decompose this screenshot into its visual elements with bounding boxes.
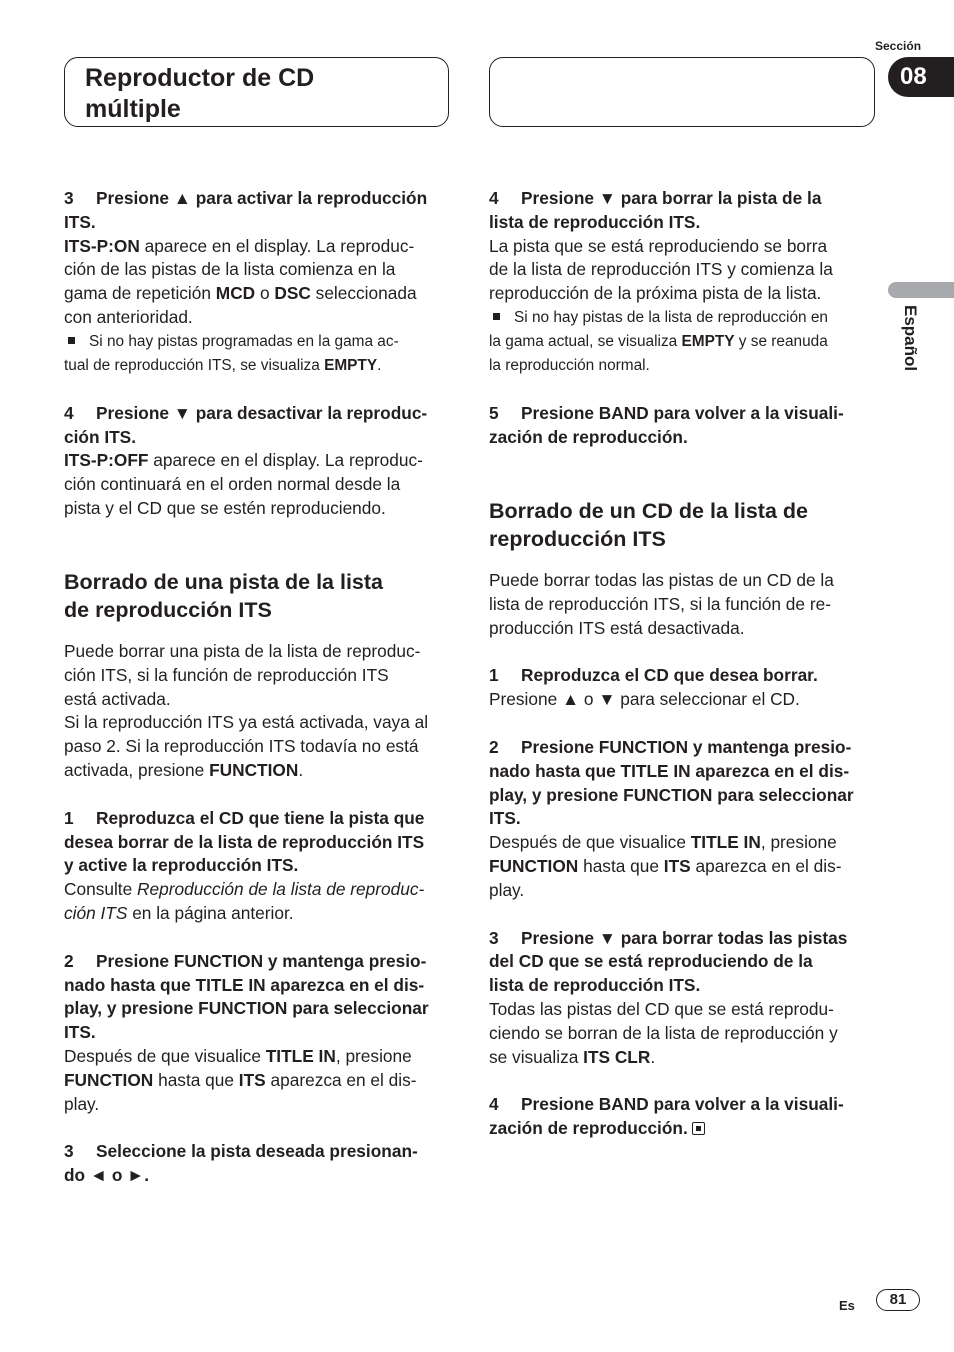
- step-number: 4: [64, 402, 74, 423]
- display-text: ITS: [663, 855, 691, 876]
- body-span: Consulte: [64, 879, 138, 900]
- cross-reference: ción ITS: [64, 902, 128, 923]
- body-span: hasta que: [578, 855, 664, 876]
- step-heading: [489, 402, 879, 426]
- step-number: 4: [489, 1094, 499, 1115]
- note-text: .: [377, 356, 382, 374]
- body-text: pista y el CD que se estén reproduciendo.: [64, 497, 386, 518]
- step-title: zación de reproducción.: [489, 1118, 688, 1139]
- step-heading: [489, 664, 879, 688]
- body-span: aparece en el display. La reproduc-: [148, 450, 423, 471]
- display-text: TITLE IN: [690, 832, 761, 853]
- body-span: , presione: [760, 832, 837, 853]
- step-title: Reproduzca el CD que desea borrar.: [521, 665, 818, 686]
- body-text: [64, 878, 454, 902]
- display-text: ITS CLR: [583, 1046, 651, 1067]
- right-column-section: [489, 497, 879, 1141]
- body-span: se visualiza: [489, 1046, 584, 1067]
- body-span: .: [298, 759, 304, 780]
- step-number: 1: [64, 807, 74, 828]
- heading-line: Borrado de un CD de la lista de: [489, 499, 808, 523]
- step-heading: [489, 187, 879, 211]
- display-text: TITLE IN: [265, 1045, 336, 1066]
- page-number: 81: [876, 1289, 920, 1311]
- left-column: [64, 187, 454, 521]
- body-span: Después de que visualice: [489, 832, 691, 853]
- step-heading: [64, 1140, 454, 1164]
- step-number: 3: [64, 1141, 74, 1162]
- body-span: , presione: [335, 1045, 412, 1066]
- step-title: Presione ▲ para activar la reproducción: [96, 188, 428, 208]
- step-number: 4: [489, 188, 499, 208]
- display-text: EMPTY: [324, 356, 378, 374]
- display-text: DSC: [274, 283, 311, 304]
- body-text: [489, 831, 879, 855]
- body-text: con anterioridad.: [64, 306, 193, 327]
- note: [64, 354, 454, 378]
- step-title: Presione BAND para volver a la visuali-: [521, 402, 844, 423]
- note-text: Si no hay pistas programadas en la gama ac-: [89, 332, 399, 350]
- step-title-cont: nado hasta que TITLE IN aparezca en el dis-: [489, 760, 850, 781]
- body-text: [64, 1069, 454, 1093]
- step-title: Presione FUNCTION y mantenga presio-: [96, 950, 427, 971]
- body-text: La pista que se está reproduciendo se borra: [489, 235, 828, 256]
- step-number: 2: [64, 950, 74, 971]
- step-heading: [64, 807, 454, 831]
- body-text: Puede borrar una pista de la lista de reproduc-: [64, 641, 421, 661]
- body-text: [64, 1045, 454, 1069]
- body-text: ción de las pistas de la lista comienza en la: [64, 259, 396, 280]
- bullet-square-icon: [68, 337, 75, 344]
- step-heading: [64, 402, 454, 426]
- step-title-cont: lista de reproducción ITS.: [489, 211, 701, 232]
- chapter-title-line2: múltiple: [85, 95, 181, 123]
- note-text: y se reanuda: [734, 332, 828, 350]
- language-tab: Español: [901, 305, 920, 372]
- step-title: Presione BAND para volver a la visuali-: [521, 1094, 844, 1115]
- language-tab-bar: [888, 282, 954, 298]
- body-span: gama de repetición: [64, 283, 216, 304]
- body-text: Presione ▲ o ▼ para seleccionar el CD.: [489, 689, 800, 710]
- note: [64, 330, 454, 354]
- body-text: Puede borrar todas las pistas de un CD de la: [489, 570, 834, 590]
- step-number: 5: [489, 402, 499, 423]
- step-number: 3: [489, 927, 499, 948]
- body-text: [64, 759, 454, 783]
- section-label: Sección: [875, 39, 922, 53]
- note-text: la reproducción normal.: [489, 356, 650, 374]
- footer-language-code: Es: [839, 1298, 855, 1313]
- chapter-title: [85, 63, 314, 125]
- step-title-cont: ITS.: [64, 211, 96, 232]
- body-text: [64, 235, 454, 259]
- step-title-cont: nado hasta que TITLE IN aparezca en el dis-: [64, 974, 425, 995]
- note: [489, 330, 879, 354]
- body-text: producción ITS está desactivada.: [489, 617, 745, 638]
- note-text: tual de reproducción ITS, se visualiza: [64, 356, 325, 374]
- step-heading: [489, 927, 879, 951]
- body-text: [64, 902, 454, 926]
- body-text: Si la reproducción ITS ya está activada, vaya al: [64, 712, 429, 733]
- section-heading: [489, 497, 879, 553]
- note-text: Si no hay pistas de la lista de reproducción en: [514, 308, 828, 326]
- body-text: reproducción de la próxima pista de la lista.: [489, 283, 822, 304]
- heading-line: de reproducción ITS: [64, 598, 272, 622]
- body-text: Todas las pistas del CD que se está reprodu-: [489, 998, 834, 1019]
- step-heading: [64, 187, 454, 211]
- display-text: EMPTY: [681, 332, 735, 350]
- body-text: play.: [64, 1093, 100, 1114]
- step-title-cont: [489, 1117, 879, 1141]
- body-text: [64, 449, 454, 473]
- display-text: ITS: [238, 1069, 266, 1090]
- step-title: Presione ▼ para borrar la pista de la: [521, 188, 822, 208]
- body-span: aparece en el display. La reproduc-: [139, 235, 415, 256]
- display-text: ITS-P:ON: [64, 235, 140, 256]
- step-number: 3: [64, 188, 74, 208]
- step-title: Reproduzca el CD que tiene la pista que: [96, 807, 425, 828]
- body-span: o: [255, 283, 275, 304]
- cross-reference: Reproducción de la lista de reproduc-: [137, 879, 425, 900]
- step-title-cont: ITS.: [489, 808, 521, 829]
- display-text: FUNCTION: [64, 1069, 154, 1090]
- step-number: 2: [489, 736, 499, 757]
- step-title-cont: play, y presione FUNCTION para seleccionar: [64, 998, 429, 1019]
- header-empty-box: [489, 57, 875, 127]
- step-title-cont: del CD que se está reproduciendo de la: [489, 951, 813, 972]
- step-title: Presione FUNCTION y mantenga presio-: [521, 736, 852, 757]
- step-heading: [489, 1093, 879, 1117]
- bullet-square-icon: [493, 313, 500, 320]
- body-text: [64, 282, 454, 306]
- body-text: paso 2. Si la reproducción ITS todavía no está: [64, 736, 419, 757]
- step-title: Seleccione la pista deseada presionan-: [96, 1141, 418, 1162]
- chapter-title-line1: Reproductor de CD: [85, 64, 315, 92]
- step-heading: [489, 736, 879, 760]
- step-title-cont: do ◄ o ►.: [64, 1165, 150, 1186]
- display-text: ITS-P:OFF: [64, 450, 149, 471]
- body-text: está activada.: [64, 688, 171, 709]
- step-title: Presione ▼ para desactivar la reproduc-: [96, 402, 428, 423]
- step-title-cont: ITS.: [64, 1022, 96, 1043]
- display-text: MCD: [215, 283, 256, 304]
- step-title-cont: y active la reproducción ITS.: [64, 855, 299, 876]
- step-title-cont: ción ITS.: [64, 426, 137, 447]
- step-title-cont: lista de reproducción ITS.: [489, 975, 701, 996]
- heading-line: Borrado de una pista de la lista: [64, 570, 383, 594]
- body-span: .: [650, 1046, 656, 1067]
- section-number-tab: 08: [888, 57, 954, 97]
- step-title: Presione ▼ para borrar todas las pistas: [521, 927, 848, 948]
- body-text: play.: [489, 879, 525, 900]
- body-text: ción ITS, si la función de reproducción ITS: [64, 664, 389, 685]
- section-heading: [64, 568, 454, 624]
- step-title-cont: play, y presione FUNCTION para seleccionar: [489, 784, 854, 805]
- left-column-section: [64, 568, 454, 1188]
- body-span: aparezca en el dis-: [690, 855, 842, 876]
- note: [489, 306, 879, 330]
- body-span: hasta que: [153, 1069, 239, 1090]
- body-text: [489, 855, 879, 879]
- body-text: ciendo se borran de la lista de reproducción y: [489, 1022, 838, 1043]
- step-number: 1: [489, 665, 499, 686]
- step-title-cont: zación de reproducción.: [489, 426, 688, 447]
- end-mark-icon: [692, 1122, 705, 1135]
- body-span: seleccionada: [310, 283, 417, 304]
- body-text: lista de reproducción ITS, si la función de re-: [489, 593, 831, 614]
- body-text: [489, 1046, 879, 1070]
- display-text: FUNCTION: [209, 759, 299, 780]
- body-span: aparezca en el dis-: [265, 1069, 417, 1090]
- step-heading: [64, 950, 454, 974]
- note-text: la gama actual, se visualiza: [489, 332, 682, 350]
- body-span: en la página anterior.: [127, 902, 294, 923]
- chapter-title-box: [64, 57, 449, 127]
- display-text: FUNCTION: [489, 855, 579, 876]
- body-text: de la lista de reproducción ITS y comienza la: [489, 259, 833, 280]
- right-column: [489, 187, 879, 450]
- step-title-cont: desea borrar de la lista de reproducción ITS: [64, 831, 425, 852]
- heading-line: reproducción ITS: [489, 527, 666, 551]
- body-span: activada, presione: [64, 759, 210, 780]
- body-text: ción continuará en el orden normal desde la: [64, 474, 401, 495]
- body-span: Después de que visualice: [64, 1045, 266, 1066]
